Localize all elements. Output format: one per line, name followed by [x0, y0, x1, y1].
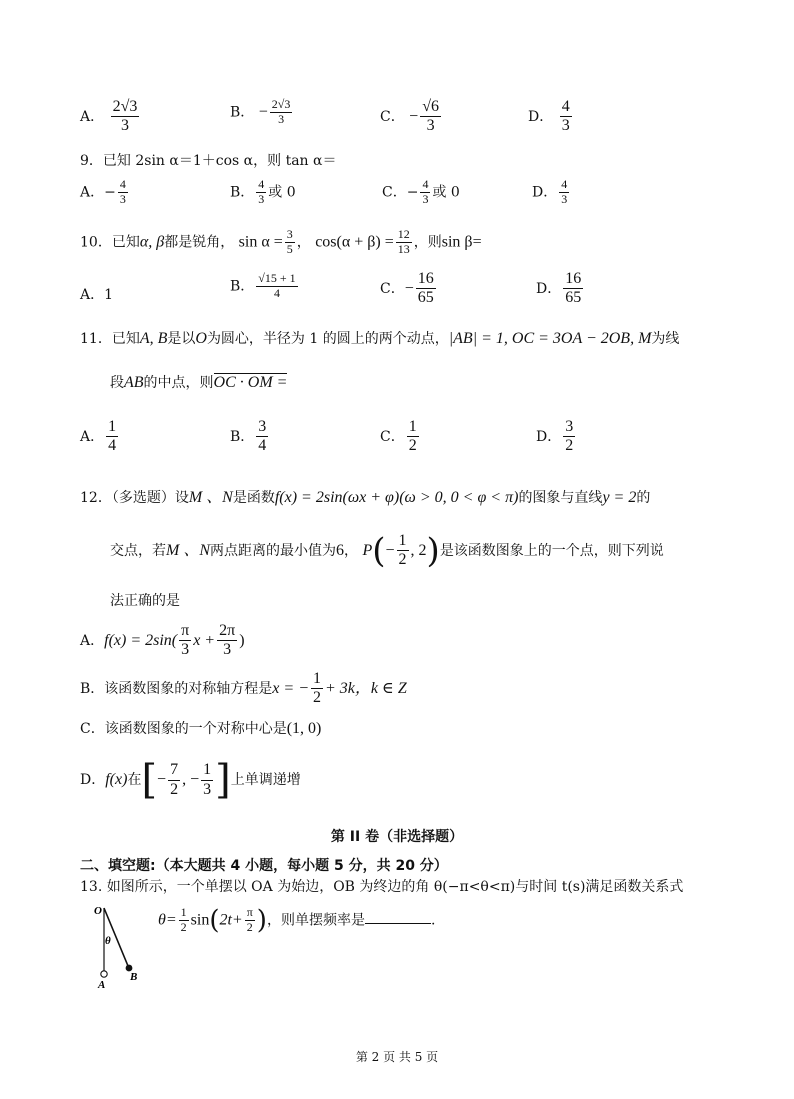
- q9-option-d: D． $\frac{4}{3}$: [532, 177, 568, 206]
- q9-option-a: A．− $\frac{4}{3}$: [80, 177, 126, 206]
- q8-option-b: B． − $\frac{2√3}{3}$: [230, 97, 291, 126]
- q12-option-b: B．该函数图象的对称轴方程是x = − $\frac{1}{2}$ + 3k，k ∈ Z: [80, 670, 407, 707]
- option-label: C．: [380, 108, 405, 125]
- option-label: A．: [80, 108, 105, 125]
- fraction: $\frac{2√3}{3}$: [112, 98, 138, 135]
- q12-option-d: D．f(x)在[− $\frac{7}{2}$ , − $\frac{1}{3}$ ]上单调递增: [80, 757, 301, 803]
- q11-option-d: D． $\frac{3}{2}$: [536, 418, 574, 455]
- q13-stem-line2: θ= $\frac{1}{2}$ sin(2t+ $\frac{\pi}{2}$ )，则单摆频率是 .: [158, 905, 436, 936]
- q9-option-b: B． $\frac{4}{3}$ 或 0: [230, 177, 296, 206]
- q10-option-d: D． $\frac{16}{65}$: [536, 270, 582, 307]
- q9-option-c: C．− $\frac{4}{3}$ 或 0: [382, 177, 460, 206]
- q12-stem-line3: 法正确的是: [110, 593, 180, 609]
- q8-option-a: [80, 98, 141, 136]
- q11-option-a: A． $\frac{1}{4}$: [80, 418, 117, 455]
- q12-stem-line1: 12．（多选题）设M 、N是函数f(x) = 2sin(ωx + φ)(ω > 0, 0 < φ < π)的图象与直线y = 2的: [80, 489, 651, 506]
- q10-option-b: B． $\frac{√15 + 1}{4}$: [230, 271, 296, 300]
- q11-option-b: B． $\frac{3}{4}$: [230, 418, 267, 455]
- q8-option-c: C． − $\frac{√6}{3}$: [380, 98, 439, 135]
- q12-option-a: A．f(x) = 2sin( $\frac{\pi}{3}$ x + $\frac{2\pi}{3}$ ): [80, 622, 245, 659]
- option-label: D．: [528, 108, 554, 125]
- option-label: B．: [230, 104, 255, 121]
- q10-option-a: A．1: [80, 287, 114, 303]
- q8-option-d: [528, 98, 574, 136]
- q10-option-c: C．− $\frac{16}{65}$: [380, 270, 434, 307]
- q9-stem: 9．已知 2sin α＝1＋cos α，则 tan α＝: [80, 153, 337, 169]
- fill-in-heading: 二、填空题:（本大题共 4 小题，每小题 5 分，共 20 分）: [80, 858, 448, 874]
- label-o: O: [94, 905, 102, 917]
- label-theta: θ: [105, 935, 111, 947]
- label-b: B: [130, 971, 138, 983]
- fraction: $\frac{√6}{3}$: [422, 98, 439, 135]
- q13-stem-line1: 13. 如图所示，一个单摆以 OA 为始边，OB 为终边的角 θ(−π<θ<π)与时间 t(s)满足函数关系式: [80, 879, 684, 895]
- q10-stem: 10．已知α, β都是锐角， sin α = $\frac{3}{5}$ ， cos(α + β) = $\frac{12}{13}$ ，则sin β=: [80, 227, 482, 256]
- fraction: $\frac{2√3}{3}$: [271, 97, 291, 126]
- q12-option-c: C．该函数图象的一个对称中心是(1, 0): [80, 720, 322, 737]
- page-footer: 第 2 页 共 5 页: [355, 1050, 439, 1064]
- label-a: A: [98, 979, 106, 990]
- point-a: [101, 971, 107, 977]
- q11-option-c: C． $\frac{1}{2}$: [380, 418, 417, 455]
- fraction: $\frac{4}{3}$: [561, 98, 570, 135]
- answer-blank[interactable]: [365, 923, 431, 924]
- pendulum-figure: [92, 902, 148, 990]
- pendulum-diagram: [92, 902, 148, 990]
- section-title: 第 II 卷（非选择题）: [330, 829, 464, 845]
- q11-stem-line1: 11．已知A, B是以O为圆心，半径为 1 的圆上的两个动点，|AB| = 1, OC = 3OA − 2OB, M为线: [80, 330, 680, 347]
- q11-stem-line2: 段AB的中点，则OC · OM =: [110, 374, 288, 391]
- q12-stem-line2: 交点，若M 、N两点距离的最小值为6， P(− $\frac{1}{2}$ , 2)是该函数图象上的一个点，则下列说: [110, 530, 664, 571]
